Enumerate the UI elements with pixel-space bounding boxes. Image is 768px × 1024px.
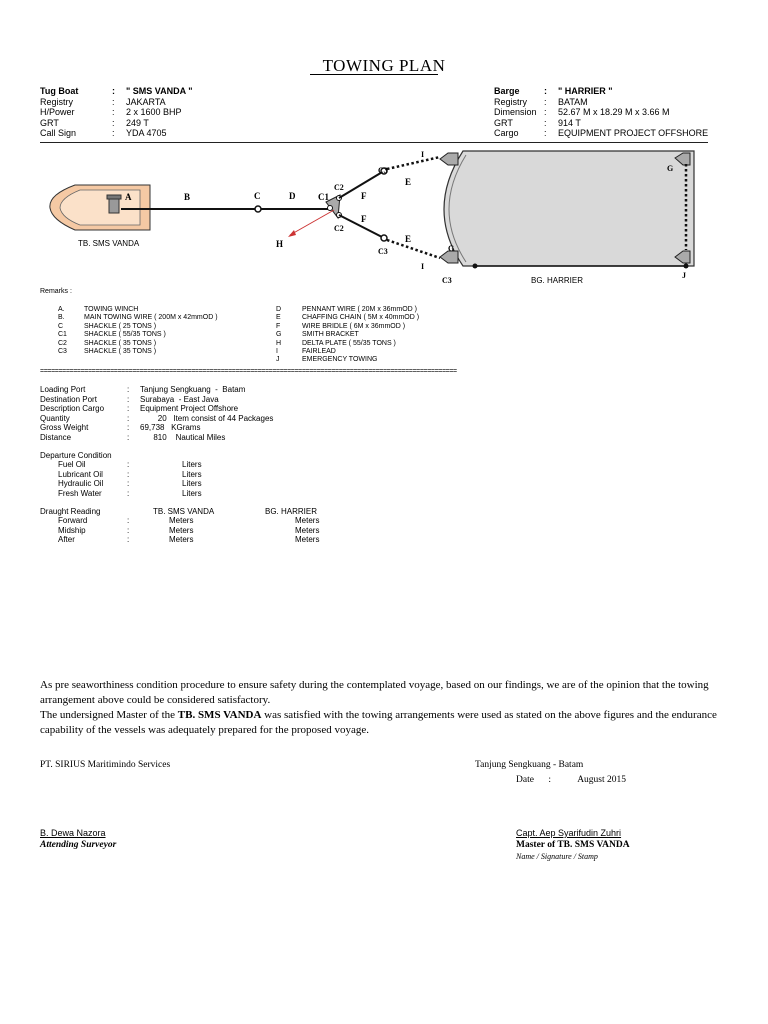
tug-info xyxy=(40,86,193,139)
draught-col-tug: TB. SMS VANDA xyxy=(153,507,215,516)
remark-item: A. TOWING WINCH xyxy=(58,306,139,313)
date-label: Date xyxy=(516,775,534,785)
remark-item: B. MAIN TOWING WIRE ( 200M x 42mmOD ) xyxy=(58,314,218,322)
departure-heading: Departure Condition xyxy=(40,451,112,460)
draught-row: After : Meters Meters xyxy=(58,535,320,544)
info-row: Barge : " HARRIER " xyxy=(494,86,613,96)
barge-info xyxy=(494,86,708,139)
info-row: Registry : BATAM xyxy=(494,96,588,107)
barge-name-label: BG. HARRIER xyxy=(531,276,584,285)
remark-item: G SMITH BRACKET xyxy=(276,331,359,339)
master-name: Capt. Aep Syarifudin Zuhri xyxy=(516,828,622,838)
emergency-line xyxy=(290,210,334,235)
label-i-bottom: I xyxy=(421,262,425,271)
voyage-row: Description Cargo : Equipment Project Offshore xyxy=(40,404,239,413)
page-title: TOWING PLAN xyxy=(322,56,446,75)
label-f-bottom: F xyxy=(361,214,367,224)
draught-heading: Draught Reading xyxy=(40,507,101,516)
info-row: GRT : 914 T xyxy=(494,117,581,128)
barge-hull xyxy=(444,151,694,266)
voyage-row: Destination Port : Surabaya - East Java xyxy=(40,394,219,404)
remark-item: C2 SHACKLE ( 35 TONS ) xyxy=(58,339,157,347)
label-a: A xyxy=(125,192,132,202)
date-value: August 2015 xyxy=(577,775,627,785)
voyage-row: Quantity : 20 Item consist of 44 Packages xyxy=(40,413,274,423)
label-c1: C1 xyxy=(318,192,329,202)
label-j: J xyxy=(682,271,686,280)
surveyor-role: Attending Surveyor xyxy=(40,840,117,850)
info-row: H/Power : 2 x 1600 BHP xyxy=(40,107,182,117)
label-e-top: E xyxy=(405,177,412,187)
label-i-top: I xyxy=(421,150,425,159)
remarks-heading: Remarks : xyxy=(40,288,72,295)
statement-p2: The undersigned Master of the TB. SMS VANDA was satisfied with the towing arrangements were used as stated on the above figures and the endurance capability of the vessels was adequately prepared for the proposed voyage. xyxy=(40,709,717,736)
label-h: H xyxy=(276,239,284,249)
master-role: Master of TB. SMS VANDA xyxy=(516,840,630,850)
remark-item: C SHACKLE ( 25 TONS ) xyxy=(58,322,157,330)
voyage-row: Loading Port : Tanjung Sengkuang - Batam xyxy=(40,385,246,394)
info-row: Call Sign : YDA 4705 xyxy=(40,128,167,138)
label-g-right: G xyxy=(667,164,674,173)
remark-item: E CHAFFING CHAIN ( 5M x 40mmOD ) xyxy=(276,314,420,322)
info-row: Tug Boat : " SMS VANDA " xyxy=(40,86,193,96)
label-f-top: F xyxy=(361,191,367,201)
shackle-c1 xyxy=(328,206,333,211)
place: Tanjung Sengkuang - Batam xyxy=(475,760,584,770)
chaffing-chain-bottom xyxy=(387,240,440,258)
towing-diagram xyxy=(0,140,768,290)
separator-line: ================================================================================================================= xyxy=(40,368,457,375)
tug-name-label: TB. SMS VANDA xyxy=(78,239,140,248)
remark-item: H DELTA PLATE ( 55/35 TONS ) xyxy=(276,339,396,347)
voyage-row: Distance : 810 Nautical Miles xyxy=(40,432,226,442)
departure-row: Fresh Water : Liters xyxy=(58,488,202,498)
info-row: Registry : JAKARTA xyxy=(40,96,166,107)
draught-col-barge: BG. HARRIER xyxy=(265,507,318,516)
remark-item: J EMERGENCY TOWING xyxy=(276,356,378,364)
departure-table xyxy=(58,460,202,498)
remark-item: C1 SHACKLE ( 55/35 TONS ) xyxy=(58,331,166,339)
info-row: Dimension : 52.67 M x 18.29 M x 3.66 M xyxy=(494,107,670,117)
departure-row: Hydraulic Oil : Liters xyxy=(58,479,202,488)
departure-row: Fuel Oil : Liters xyxy=(58,460,202,469)
master-note: Name / Signature / Stamp xyxy=(516,852,598,861)
surveyor-name: B. Dewa Nazora xyxy=(40,828,106,838)
label-c2-top: C2 xyxy=(334,183,344,192)
statement xyxy=(40,678,720,738)
voyage-row: Gross Weight : 69,738 KGrams xyxy=(40,423,201,432)
label-g-left: G xyxy=(448,244,455,253)
remark-item: I FAIRLEAD xyxy=(276,347,336,355)
remarks-right xyxy=(276,306,419,365)
label-c3-top: C3 xyxy=(378,166,388,175)
remarks-left xyxy=(58,306,218,356)
statement-p1: As pre seaworthiness condition procedure to ensure safety during the contemplated voyage, based on our findings, we are of the opinion that the towing arrangement above could be considered satisfactory. xyxy=(40,679,709,706)
label-b: B xyxy=(184,192,191,202)
fairlead-top xyxy=(440,153,458,165)
label-d: D xyxy=(289,191,296,201)
label-c3-bottom: C3 xyxy=(378,247,388,256)
shackle-c xyxy=(255,206,261,212)
departure-row: Lubricant Oil : Liters xyxy=(58,469,202,479)
remark-item: F WIRE BRIDLE ( 6M x 36mmOD ) xyxy=(276,322,406,330)
draught-row: Forward : Meters Meters xyxy=(58,516,320,525)
label-e-bottom: E xyxy=(405,234,412,244)
draught-table xyxy=(58,516,319,545)
title-underline xyxy=(310,74,438,75)
voyage-info xyxy=(40,385,273,442)
remark-item: D PENNANT WIRE ( 20M x 36mmOD ) xyxy=(276,306,417,313)
info-row: Cargo : EQUIPMENT PROJECT OFFSHORE xyxy=(494,128,709,138)
company-name: PT. SIRIUS Maritimindo Services xyxy=(40,760,171,770)
info-row: GRT : 249 T xyxy=(40,117,149,128)
label-c: C xyxy=(254,191,261,201)
date-row: Date : August 2015 xyxy=(516,775,627,785)
remark-item: C3 SHACKLE ( 35 TONS ) xyxy=(58,347,157,355)
label-c3-barge: C3 xyxy=(442,276,452,285)
label-c2-bottom: C2 xyxy=(334,224,344,233)
draught-row: Midship : Meters Meters xyxy=(58,525,320,535)
chaffing-chain-top xyxy=(387,157,440,169)
